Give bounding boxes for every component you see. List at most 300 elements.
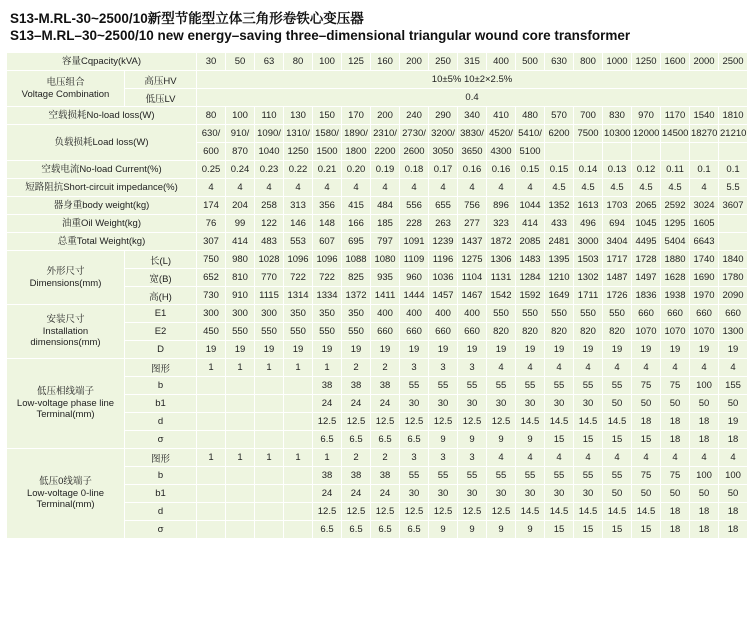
cell-value: 2090 xyxy=(719,287,748,305)
cell-value: 750 xyxy=(197,251,226,269)
cell-value: 19 xyxy=(255,341,284,359)
cell-value: 2500 xyxy=(719,53,748,71)
row-subheader: b1 xyxy=(125,395,197,413)
cell-value: 6643 xyxy=(690,233,719,251)
row-subheader: 长(L) xyxy=(125,251,197,269)
cell-value: 19 xyxy=(371,341,400,359)
cell-value: 660 xyxy=(400,323,429,341)
cell-value: 550 xyxy=(255,323,284,341)
cell-value: 1070 xyxy=(632,323,661,341)
cell-value: 4 xyxy=(545,449,574,467)
cell-value: 38 xyxy=(371,467,400,485)
cell-value xyxy=(603,143,632,161)
cell-value: 55 xyxy=(400,467,429,485)
cell-value: 12.5 xyxy=(313,503,342,521)
cell-value: 500 xyxy=(516,53,545,71)
cell-value: 12.5 xyxy=(400,503,429,521)
cell-value xyxy=(284,467,313,485)
cell-value: 660 xyxy=(429,323,458,341)
cell-value: 1810 xyxy=(719,107,748,125)
cell-value xyxy=(255,413,284,431)
cell-value: 55 xyxy=(487,467,516,485)
cell-value: 1334 xyxy=(313,287,342,305)
cell-value: 24 xyxy=(371,485,400,503)
cell-value: 12000 xyxy=(632,125,661,143)
cell-value: 820 xyxy=(603,323,632,341)
cell-value: 1938 xyxy=(661,287,690,305)
cell-value: 15 xyxy=(574,431,603,449)
cell-value: 4 xyxy=(516,179,545,197)
cell-value: 1115 xyxy=(255,287,284,305)
cell-value: 55 xyxy=(574,467,603,485)
cell-value: 1580/ xyxy=(313,125,342,143)
cell-value: 5100 xyxy=(516,143,545,161)
row-label: 空载电流No-load Current(%) xyxy=(7,161,197,179)
cell-value: 896 xyxy=(487,197,516,215)
cell-value: 0.15 xyxy=(516,161,545,179)
row-group-label-en: Installation dimensions(mm) xyxy=(30,325,101,349)
cell-value: 55 xyxy=(400,377,429,395)
cell-value: 400 xyxy=(458,305,487,323)
cell-value xyxy=(661,143,690,161)
cell-value: 4 xyxy=(255,179,284,197)
cell-value: 340 xyxy=(458,107,487,125)
row-group-label-cn: 低压相线端子 xyxy=(36,386,94,398)
cell-value: 4 xyxy=(690,179,719,197)
cell-value: 250 xyxy=(429,53,458,71)
cell-value xyxy=(632,143,661,161)
cell-value: 1444 xyxy=(400,287,429,305)
cell-value: 1872 xyxy=(487,233,516,251)
row-group-label xyxy=(7,71,125,107)
cell-value xyxy=(690,143,719,161)
cell-value xyxy=(284,431,313,449)
cell-value: 1104 xyxy=(458,269,487,287)
row-subheader: 高压HV xyxy=(125,71,197,89)
cell-value: 756 xyxy=(458,197,487,215)
row-subheader: b1 xyxy=(125,485,197,503)
cell-value: 3 xyxy=(400,359,429,377)
cell-value: 30 xyxy=(487,395,516,413)
cell-value: 4300 xyxy=(487,143,516,161)
table-row xyxy=(7,215,748,233)
cell-value: 1649 xyxy=(545,287,574,305)
cell-value: 4 xyxy=(516,359,545,377)
cell-value: 12.5 xyxy=(313,413,342,431)
cell-value xyxy=(545,143,574,161)
cell-value: 18 xyxy=(719,503,748,521)
cell-value: 55 xyxy=(429,467,458,485)
cell-value: 100 xyxy=(690,467,719,485)
cell-value: 19 xyxy=(719,413,748,431)
cell-value: 24 xyxy=(371,395,400,413)
cell-value: 1210 xyxy=(545,269,574,287)
cell-value: 0.16 xyxy=(487,161,516,179)
cell-value: 12.5 xyxy=(487,413,516,431)
cell-value: 1372 xyxy=(342,287,371,305)
cell-value: 130 xyxy=(284,107,313,125)
cell-value: 18 xyxy=(690,413,719,431)
cell-value: 240 xyxy=(400,107,429,125)
cell-value: 1890/ xyxy=(342,125,371,143)
cell-value: 1600 xyxy=(661,53,690,71)
cell-value: 1836 xyxy=(632,287,661,305)
cell-value: 9 xyxy=(458,521,487,539)
row-group-label-en: Voltage Combination xyxy=(21,88,110,100)
title-block xyxy=(4,6,746,50)
cell-value: 63 xyxy=(255,53,284,71)
cell-value: 6.5 xyxy=(342,521,371,539)
cell-value: 19 xyxy=(197,341,226,359)
table-row xyxy=(7,197,748,215)
cell-value: 80 xyxy=(197,107,226,125)
cell-value: 1540 xyxy=(690,107,719,125)
cell-value: 550 xyxy=(342,323,371,341)
cell-value: 1740 xyxy=(690,251,719,269)
cell-value: 695 xyxy=(342,233,371,251)
row-subheader: σ xyxy=(125,521,197,539)
cell-value: 55 xyxy=(516,467,545,485)
cell-value: 4.5 xyxy=(661,179,690,197)
cell-value: 80 xyxy=(284,53,313,71)
cell-value: 4 xyxy=(516,449,545,467)
cell-value: 496 xyxy=(574,215,603,233)
cell-value: 18 xyxy=(690,431,719,449)
cell-value xyxy=(197,377,226,395)
cell-value: 2481 xyxy=(545,233,574,251)
cell-value: 0.1 xyxy=(719,161,748,179)
cell-value xyxy=(284,413,313,431)
cell-value: 1503 xyxy=(574,251,603,269)
cell-value: 30 xyxy=(429,485,458,503)
cell-value: 166 xyxy=(342,215,371,233)
cell-value: 356 xyxy=(313,197,342,215)
cell-value: 1628 xyxy=(661,269,690,287)
cell-value: 9 xyxy=(487,521,516,539)
cell-value: 300 xyxy=(226,305,255,323)
cell-value: 4 xyxy=(487,449,516,467)
cell-value: 1411 xyxy=(371,287,400,305)
row-subheader: 图形 xyxy=(125,359,197,377)
cell-value: 3 xyxy=(458,449,487,467)
cell-value: 1 xyxy=(255,359,284,377)
cell-value: 1036 xyxy=(429,269,458,287)
cell-value: 660 xyxy=(632,305,661,323)
cell-value: 550 xyxy=(545,305,574,323)
title-english: S13–M.RL–30~2500/10 new energy–saving three–dimensional triangular wound core transformer xyxy=(10,28,631,43)
cell-value: 38 xyxy=(342,377,371,395)
cell-value: 935 xyxy=(371,269,400,287)
row-subheader: d xyxy=(125,413,197,431)
table-row xyxy=(7,449,748,467)
cell-value: 55 xyxy=(545,467,574,485)
cell-value: 4.5 xyxy=(545,179,574,197)
cell-value: 277 xyxy=(458,215,487,233)
cell-value: 323 xyxy=(487,215,516,233)
cell-value xyxy=(284,503,313,521)
cell-value xyxy=(284,485,313,503)
cell-value: 1045 xyxy=(632,215,661,233)
cell-value: 50 xyxy=(661,485,690,503)
cell-value: 400 xyxy=(400,305,429,323)
cell-value: 19 xyxy=(400,341,429,359)
row-subheader: b xyxy=(125,467,197,485)
cell-value: 0.11 xyxy=(661,161,690,179)
cell-value: 50 xyxy=(719,485,748,503)
cell-value: 18 xyxy=(661,521,690,539)
row-subheader: E1 xyxy=(125,305,197,323)
cell-value: 4 xyxy=(371,179,400,197)
cell-value: 433 xyxy=(545,215,574,233)
cell-value: 1196 xyxy=(429,251,458,269)
cell-value: 2310/ xyxy=(371,125,400,143)
cell-value: 910 xyxy=(226,287,255,305)
table-row xyxy=(7,161,748,179)
cell-value: 722 xyxy=(284,269,313,287)
cell-value: 1690 xyxy=(690,269,719,287)
cell-value xyxy=(255,395,284,413)
cell-value xyxy=(255,467,284,485)
cell-value: 146 xyxy=(284,215,313,233)
cell-value: 3 xyxy=(429,359,458,377)
cell-value: 655 xyxy=(429,197,458,215)
cell-value: 820 xyxy=(516,323,545,341)
cell-value xyxy=(226,521,255,539)
cell-value: 1275 xyxy=(458,251,487,269)
cell-value: 652 xyxy=(197,269,226,287)
cell-value: 19 xyxy=(429,341,458,359)
cell-value: 0.21 xyxy=(313,161,342,179)
row-subheader: b xyxy=(125,377,197,395)
cell-value: 15 xyxy=(632,521,661,539)
cell-value: 3200/ xyxy=(429,125,458,143)
row-group-label-en: Low-voltage phase line Terminal(mm) xyxy=(16,397,115,421)
cell-value: 1028 xyxy=(255,251,284,269)
cell-value: 30 xyxy=(574,485,603,503)
row-subheader: 高(H) xyxy=(125,287,197,305)
cell-value: 1306 xyxy=(487,251,516,269)
cell-value: 3000 xyxy=(574,233,603,251)
row-label: 负载损耗Load loss(W) xyxy=(7,125,197,161)
cell-value: 50 xyxy=(632,395,661,413)
cell-value: 1295 xyxy=(661,215,690,233)
cell-value: 3050 xyxy=(429,143,458,161)
cell-value: 1070 xyxy=(690,323,719,341)
cell-value: 830 xyxy=(603,107,632,125)
cell-value: 4 xyxy=(632,449,661,467)
cell-value: 12.5 xyxy=(458,503,487,521)
cell-value: 14.5 xyxy=(516,503,545,521)
cell-value xyxy=(255,377,284,395)
cell-value xyxy=(284,521,313,539)
cell-value: 19 xyxy=(545,341,574,359)
cell-value: 18270 xyxy=(690,125,719,143)
cell-value: 1302 xyxy=(574,269,603,287)
cell-value: 4 xyxy=(400,179,429,197)
cell-value: 350 xyxy=(313,305,342,323)
cell-value: 30 xyxy=(487,485,516,503)
cell-value: 14.5 xyxy=(632,503,661,521)
table-row xyxy=(7,233,748,251)
cell-value: 630/ xyxy=(197,125,226,143)
cell-value: 9 xyxy=(429,521,458,539)
cell-value: 1717 xyxy=(603,251,632,269)
cell-value: 125 xyxy=(342,53,371,71)
cell-value xyxy=(226,467,255,485)
cell-value: 200 xyxy=(371,107,400,125)
cell-value: 2 xyxy=(371,449,400,467)
cell-value: 484 xyxy=(371,197,400,215)
cell-value: 1109 xyxy=(400,251,429,269)
cell-value: 1040 xyxy=(255,143,284,161)
cell-value: 1090/ xyxy=(255,125,284,143)
cell-value: 4 xyxy=(487,179,516,197)
cell-value: 6.5 xyxy=(342,431,371,449)
cell-value: 550 xyxy=(284,323,313,341)
cell-value: 0.15 xyxy=(545,161,574,179)
row-group-label-en: Dimensions(mm) xyxy=(29,277,102,289)
cell-value: 12.5 xyxy=(487,503,516,521)
cell-value xyxy=(574,143,603,161)
cell-value: 825 xyxy=(342,269,371,287)
cell-value: 100 xyxy=(313,53,342,71)
table-row xyxy=(7,125,748,143)
cell-value: 50 xyxy=(632,485,661,503)
cell-value: 24 xyxy=(313,485,342,503)
table-row xyxy=(7,305,748,323)
cell-value: 910/ xyxy=(226,125,255,143)
cell-value: 797 xyxy=(371,233,400,251)
cell-value: 170 xyxy=(342,107,371,125)
cell-value: 19 xyxy=(690,341,719,359)
cell-value: 2 xyxy=(342,359,371,377)
cell-value: 660 xyxy=(371,323,400,341)
cell-value: 50 xyxy=(603,485,632,503)
cell-value: 550 xyxy=(516,305,545,323)
cell-value: 10300 xyxy=(603,125,632,143)
cell-value xyxy=(197,431,226,449)
cell-value: 15 xyxy=(574,521,603,539)
cell-value: 1 xyxy=(284,359,313,377)
cell-value: 0.24 xyxy=(226,161,255,179)
cell-value: 9 xyxy=(429,431,458,449)
cell-value: 1880 xyxy=(661,251,690,269)
cell-value xyxy=(255,431,284,449)
cell-value: 19 xyxy=(661,341,690,359)
cell-value: 4 xyxy=(429,179,458,197)
cell-value: 0.25 xyxy=(197,161,226,179)
cell-value: 1080 xyxy=(371,251,400,269)
cell-value: 4 xyxy=(574,359,603,377)
cell-value: 1 xyxy=(313,449,342,467)
cell-value: 980 xyxy=(226,251,255,269)
cell-value: 1780 xyxy=(719,269,748,287)
cell-value: 30 xyxy=(429,395,458,413)
cell-value: 414 xyxy=(516,215,545,233)
cell-value: 150 xyxy=(313,107,342,125)
cell-value: 300 xyxy=(197,305,226,323)
cell-value: 15 xyxy=(603,521,632,539)
cell-value: 19 xyxy=(226,341,255,359)
cell-value: 1487 xyxy=(603,269,632,287)
cell-value xyxy=(255,503,284,521)
cell-value: 800 xyxy=(574,53,603,71)
cell-value: 185 xyxy=(371,215,400,233)
cell-value: 50 xyxy=(690,485,719,503)
cell-value: 607 xyxy=(313,233,342,251)
cell-value: 148 xyxy=(313,215,342,233)
table-row xyxy=(7,71,748,89)
cell-value: 1284 xyxy=(516,269,545,287)
cell-value: 75 xyxy=(661,377,690,395)
cell-value: 12.5 xyxy=(342,413,371,431)
cell-value: 50 xyxy=(661,395,690,413)
cell-value: 4 xyxy=(284,179,313,197)
cell-value: 0.14 xyxy=(574,161,603,179)
cell-value: 1592 xyxy=(516,287,545,305)
row-group-label xyxy=(7,359,125,449)
cell-value: 258 xyxy=(255,197,284,215)
cell-value: 55 xyxy=(603,467,632,485)
cell-value: 3404 xyxy=(603,233,632,251)
cell-value: 3 xyxy=(458,359,487,377)
cell-value: 19 xyxy=(284,341,313,359)
cell-value: 6200 xyxy=(545,125,574,143)
cell-value: 6.5 xyxy=(400,521,429,539)
cell-value: 770 xyxy=(255,269,284,287)
cell-value: 4 xyxy=(545,359,574,377)
cell-value: 0.18 xyxy=(400,161,429,179)
cell-value: 550 xyxy=(603,305,632,323)
row-group-label xyxy=(7,449,125,539)
cell-value: 290 xyxy=(429,107,458,125)
cell-value xyxy=(255,485,284,503)
cell-value: 100 xyxy=(226,107,255,125)
row-group-label xyxy=(7,251,125,305)
cell-value: 1605 xyxy=(690,215,719,233)
cell-value: 1 xyxy=(284,449,313,467)
cell-value: 1091 xyxy=(400,233,429,251)
cell-value: 19 xyxy=(719,341,748,359)
cell-value: 730 xyxy=(197,287,226,305)
cell-value: 55 xyxy=(458,377,487,395)
cell-value: 15 xyxy=(632,431,661,449)
cell-value: 556 xyxy=(400,197,429,215)
cell-value: 14500 xyxy=(661,125,690,143)
cell-value xyxy=(226,395,255,413)
cell-value: 9 xyxy=(487,431,516,449)
cell-value: 550 xyxy=(487,305,516,323)
cell-value: 400 xyxy=(487,53,516,71)
cell-value: 4 xyxy=(719,359,748,377)
cell-value: 315 xyxy=(458,53,487,71)
cell-value: 19 xyxy=(516,341,545,359)
cell-value: 55 xyxy=(429,377,458,395)
cell-value: 415 xyxy=(342,197,371,215)
cell-value: 19 xyxy=(313,341,342,359)
cell-value: 4 xyxy=(197,179,226,197)
cell-value: 30 xyxy=(197,53,226,71)
cell-value: 24 xyxy=(313,395,342,413)
row-subheader: d xyxy=(125,503,197,521)
cell-value: 50 xyxy=(719,395,748,413)
row-label: 空载损耗No-load loss(W) xyxy=(7,107,197,125)
cell-value: 155 xyxy=(719,377,748,395)
cell-value: 55 xyxy=(487,377,516,395)
row-label: 容量Cqpacity(kVA) xyxy=(7,53,197,71)
cell-value: 30 xyxy=(574,395,603,413)
cell-value: 0.22 xyxy=(284,161,313,179)
